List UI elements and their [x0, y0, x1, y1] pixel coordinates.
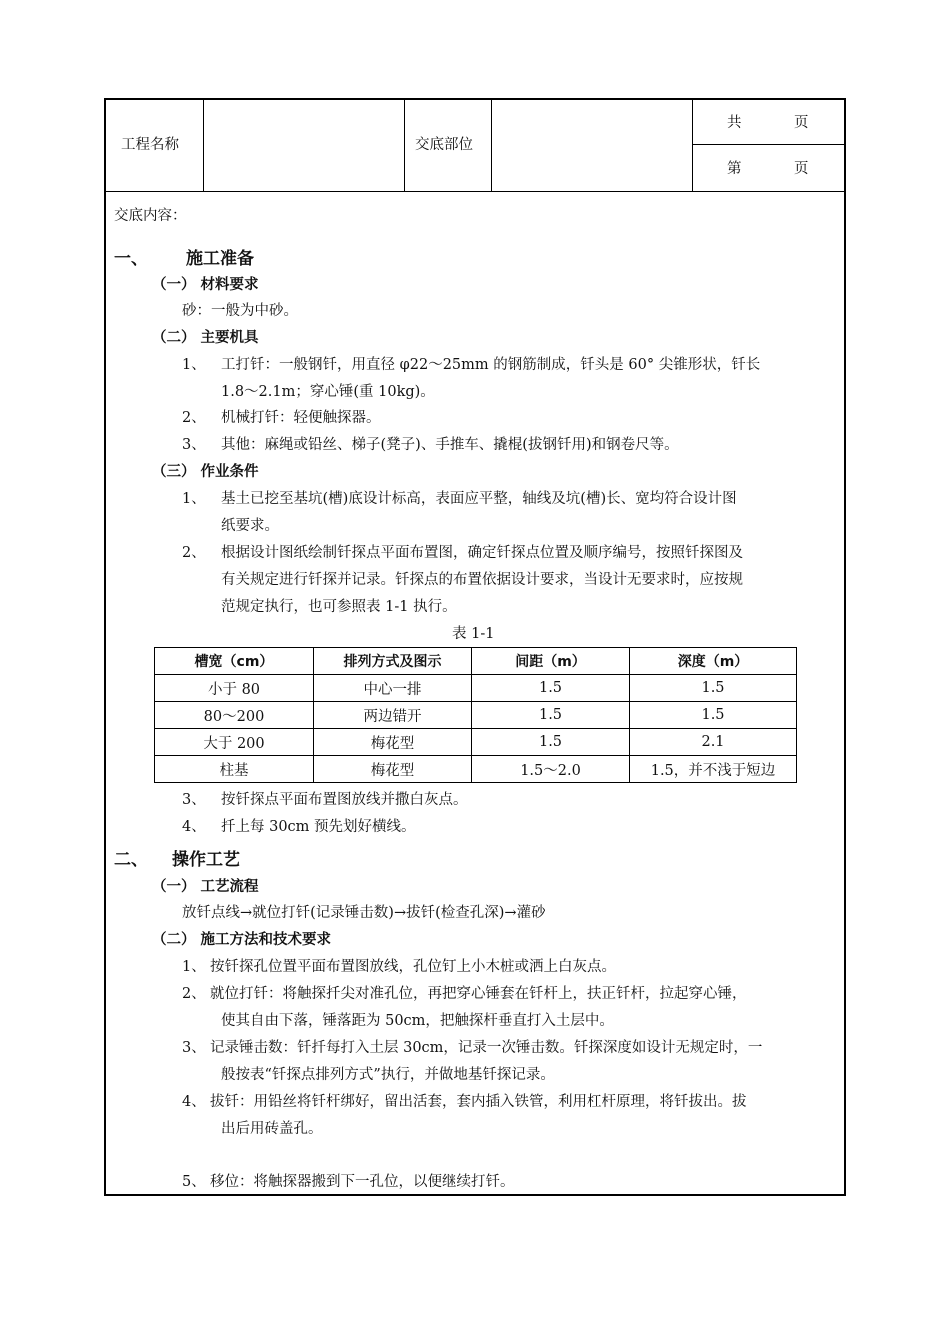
page-number-label: 第 — [727, 161, 742, 177]
conditions-item-2-line-1: 根据设计图纸绘制钎探点平面布置图，确定钎探点位置及顺序编号，按照钎探图及 — [221, 545, 743, 561]
table-row — [155, 702, 797, 729]
conditions-item-4-line-1: 扦上每 30cm 预先划好横线。 — [221, 819, 416, 835]
methods-item-5-number: 5、 — [182, 1174, 206, 1190]
location-value[interactable] — [494, 100, 690, 189]
table-cell: 1.5 — [630, 702, 797, 729]
methods-item-4-number: 4、 — [182, 1094, 206, 1110]
probe-layout-table — [154, 647, 797, 783]
location-label: 交底部位 — [415, 137, 473, 153]
subsection-tools: （二） 主要机具 — [152, 330, 259, 346]
tools-item-1-line-1: 工打钎：一般钢钎，用直径 φ22～25mm 的钢筋制成，钎头是 60° 尖锥形状，钎长 — [221, 357, 761, 373]
conditions-item-2-line-3: 范规定执行，也可参照表 1-1 执行。 — [221, 599, 457, 615]
tools-item-2-line-1: 机械打钎：轻便触探器。 — [221, 410, 381, 426]
table-cell: 梅花型 — [314, 729, 472, 756]
subsection-methods: （二） 施工方法和技术要求 — [152, 932, 332, 948]
table-row — [155, 675, 797, 702]
page-number-unit: 页 — [794, 161, 809, 177]
methods-item-2-number: 2、 — [182, 986, 206, 1002]
header-divider-2 — [404, 98, 405, 192]
header-divider-4 — [692, 98, 693, 192]
methods-item-4-line-2: 出后用砖盖孔。 — [221, 1121, 323, 1137]
total-pages-unit: 页 — [794, 115, 809, 131]
header-page-divider — [692, 144, 846, 145]
table-header-cell: 排列方式及图示 — [314, 648, 472, 675]
methods-item-3-number: 3、 — [182, 1040, 206, 1056]
table-cell: 1.5 — [630, 675, 797, 702]
tools-item-3-line-1: 其他：麻绳或铅丝、梯子(凳子)、手推车、撬棍(拔钢钎用)和钢卷尺等。 — [221, 437, 679, 453]
methods-item-2-line-1: 就位打钎：将触探扦尖对准孔位，再把穿心锤套在钎杆上，扶正钎杆，拉起穿心锤， — [210, 986, 747, 1002]
conditions-item-2-line-2: 有关规定进行钎探并记录。钎探点的布置依据设计要求，当设计无要求时，应按规 — [221, 572, 743, 588]
conditions-item-1-line-2: 纸要求。 — [221, 518, 279, 534]
table-caption: 表 1-1 — [452, 626, 495, 642]
table-header-row — [155, 648, 797, 675]
conditions-item-1-line-1: 基土已挖至基坑(槽)底设计标高，表面应平整，轴线及坑(槽)长、宽均符合设计图 — [221, 491, 737, 507]
table-cell: 柱基 — [155, 756, 314, 783]
subsection-process-flow: （一） 工艺流程 — [152, 879, 259, 895]
table-cell: 1.5 — [472, 702, 630, 729]
methods-item-3-line-2: 般按表“钎探点排列方式”执行，并做地基钎探记录。 — [221, 1067, 555, 1083]
table-cell: 1.5，并不浅于短边 — [630, 756, 797, 783]
section-1-title: 施工准备 — [186, 249, 254, 269]
table-cell: 1.5 — [472, 675, 630, 702]
process-flow-text: 放钎点线→就位打钎(记录锤击数)→拔钎(检查孔深)→灌砂 — [182, 905, 546, 921]
table-cell: 1.5～2.0 — [472, 756, 630, 783]
table-header-cell: 间距（m） — [472, 648, 630, 675]
table-cell: 两边错开 — [314, 702, 472, 729]
methods-item-2-line-2: 使其自由下落，锤落距为 50cm，把触探杆垂直打入土层中。 — [221, 1013, 614, 1029]
table-cell: 小于 80 — [155, 675, 314, 702]
table-cell: 1.5 — [472, 729, 630, 756]
methods-item-4-line-1: 拔钎：用铅丝将钎杆绑好，留出活套，套内插入铁管，利用杠杆原理，将钎拔出。拔 — [210, 1094, 747, 1110]
tools-item-2-number: 2、 — [182, 410, 206, 426]
tools-item-3-number: 3、 — [182, 437, 206, 453]
table-cell: 大于 200 — [155, 729, 314, 756]
table-cell: 梅花型 — [314, 756, 472, 783]
tools-item-1-number: 1、 — [182, 357, 206, 373]
methods-item-1-number: 1、 — [182, 959, 206, 975]
header-divider-3 — [491, 98, 492, 192]
table-cell: 80～200 — [155, 702, 314, 729]
table-header-cell: 深度（m） — [630, 648, 797, 675]
conditions-item-4-number: 4、 — [182, 819, 206, 835]
header-bottom-line — [104, 191, 846, 192]
project-name-label: 工程名称 — [121, 137, 179, 153]
section-2-title: 操作工艺 — [172, 850, 240, 870]
table-cell: 2.1 — [630, 729, 797, 756]
table-cell: 中心一排 — [314, 675, 472, 702]
methods-item-1-line-1: 按钎探孔位置平面布置图放线，孔位钉上小木桩或洒上白灰点。 — [210, 959, 616, 975]
table-header-cell: 槽宽（cm） — [155, 648, 314, 675]
section-2-number: 二、 — [114, 850, 148, 870]
section-1-number: 一、 — [114, 249, 148, 269]
tools-item-1-line-2: 1.8～2.1m；穿心锤(重 10kg)。 — [221, 384, 435, 400]
table-row — [155, 756, 797, 783]
total-pages-label: 共 — [727, 115, 742, 131]
conditions-item-3-number: 3、 — [182, 792, 206, 808]
methods-item-5-line-1: 移位：将触探器搬到下一孔位，以便继续打钎。 — [210, 1174, 515, 1190]
conditions-item-1-number: 1、 — [182, 491, 206, 507]
conditions-item-2-number: 2、 — [182, 545, 206, 561]
table-row — [155, 729, 797, 756]
subsection-conditions: （三） 作业条件 — [152, 464, 259, 480]
subsection-materials: （一） 材料要求 — [152, 277, 259, 293]
project-name-value[interactable] — [206, 100, 402, 189]
content-label: 交底内容： — [114, 208, 187, 224]
header-divider-1 — [203, 98, 204, 192]
conditions-item-3-line-1: 按钎探点平面布置图放线并撒白灰点。 — [221, 792, 468, 808]
methods-item-3-line-1: 记录锤击数：钎扦每打入土层 30cm，记录一次锤击数。钎探深度如设计无规定时，一 — [210, 1040, 763, 1056]
materials-text: 砂：一般为中砂。 — [182, 303, 298, 319]
